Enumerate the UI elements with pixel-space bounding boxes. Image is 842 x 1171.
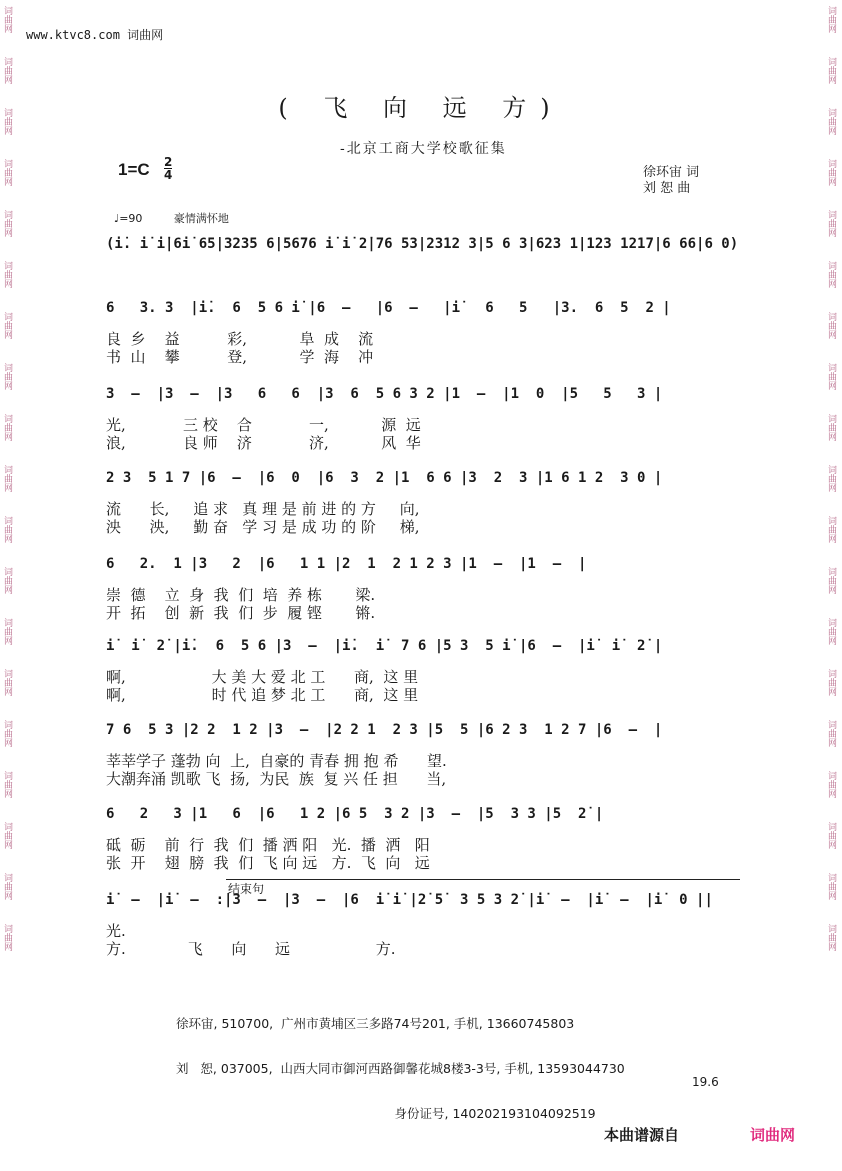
watermark-text: 词曲网: [826, 720, 836, 747]
watermark-text: 词曲网: [2, 720, 12, 747]
watermark-text: 词曲网: [2, 57, 12, 84]
note-row: i̇ – |i̇ – :|3 – |3 – |6 i̇ i̇ |2̇ 5̇ 3 5 3 2̇ |i̇ – |i̇ – |i̇ 0 ||: [106, 892, 713, 908]
site-url[interactable]: [26, 26, 163, 43]
watermark-text: 词曲网: [826, 108, 836, 135]
lyric-verse-1: 啊, 大 美 大 爱 北 工 商, 这 里: [106, 668, 419, 686]
note-row: 6 3. 3 |i̇. 6 5 6 i̇ |6 – |6 – |i̇ 6 5 |3. 6 5 2 |: [106, 300, 671, 316]
watermark-text: 词曲网: [826, 6, 836, 33]
lyricist: 徐环宙 词: [643, 165, 700, 180]
lyric-verse-1: 流 长, 追 求 真 理 是 前 进 的 方 向,: [106, 500, 420, 518]
right-watermark: [826, 0, 840, 1171]
expression-mark: 豪情满怀地: [173, 212, 229, 225]
lyric-verse-2: 泱 泱, 勤 奋 学 习 是 成 功 的 阶 梯,: [106, 518, 420, 536]
lyric-verse-2: 大潮奔涌 凯歌 飞 扬, 为民 族 复 兴 任 担 当,: [106, 770, 447, 788]
watermark-text: 词曲网: [2, 669, 12, 696]
score-line: [106, 806, 742, 872]
score-line: [106, 300, 742, 366]
score-line: [106, 470, 742, 536]
watermark-text: 词曲网: [2, 414, 12, 441]
watermark-text: 词曲网: [826, 159, 836, 186]
watermark-text: 词曲网: [2, 261, 12, 288]
lyric-verse-1: 莘莘学子 蓬勃 向 上, 自豪的 青春 拥 抱 希 望.: [106, 752, 447, 770]
song-title: ( 飞 向 远 方): [278, 94, 564, 122]
time-signature: [164, 156, 172, 181]
watermark-text: 词曲网: [826, 261, 836, 288]
lyric-verse-1: 光.: [106, 922, 126, 940]
score-line: [106, 556, 742, 622]
time-denominator: 4: [164, 168, 173, 182]
score-line: [106, 638, 742, 704]
note-row: 7 6 5 3 |2 2 1 2 |3 – |2 2 1 2 3 |5 5 |6 2 3 1 2 7 |6 – |: [106, 722, 663, 738]
watermark-text: 词曲网: [826, 618, 836, 645]
contact-line: 刘 恕, 037005, 山西大同市御河西路御馨花城8楼3-3号, 手机, 13593044730: [176, 1061, 625, 1076]
watermark-text: 词曲网: [2, 924, 12, 951]
url-text: www.ktvc8.com: [26, 28, 120, 42]
tempo-value: ♩=90: [114, 212, 143, 225]
site-name: 词曲网: [127, 28, 164, 42]
brand-link[interactable]: 词曲网: [750, 1126, 796, 1144]
lyric-verse-2: 浪, 良 师 济 济, 风 华: [106, 434, 421, 452]
tempo-marking: [114, 210, 229, 226]
note-row: 6 2 3 |1 6 |6 1 2 |6 5 3 2 |3 – |5 3 3 |5 2̇ |: [106, 806, 604, 822]
intro-notation: (i̇. i̇ i̇|6i̇ 65|3235 6|5676 i̇ i̇ 2̇|76 53|2312 3|5 6 3|623 1|123 1217|6 66|6 0): [106, 236, 739, 252]
credits: [643, 165, 699, 197]
watermark-text: 词曲网: [826, 516, 836, 543]
contact-line: 徐环宙, 510700, 广州市黄埔区三多路74号201, 手机, 13660745803: [176, 1016, 575, 1031]
lyric-verse-1: 崇 德 立 身 我 们 培 养 栋 梁.: [106, 586, 376, 604]
ending-label: 结束句: [228, 882, 265, 896]
watermark-text: 词曲网: [826, 363, 836, 390]
watermark-text: 词曲网: [826, 669, 836, 696]
composer: 刘 恕 曲: [643, 181, 691, 196]
watermark-text: 词曲网: [826, 414, 836, 441]
watermark-text: 词曲网: [2, 618, 12, 645]
lyric-verse-1: 光, 三 校 合 一, 源 远: [106, 416, 421, 434]
watermark-text: 词曲网: [2, 516, 12, 543]
lyric-verse-2: 啊, 时 代 追 梦 北 工 商, 这 里: [106, 686, 419, 704]
lyric-verse-1: 良 乡 益 彩, 阜 成 流: [106, 330, 374, 348]
song-subtitle: -北京工商大学校歌征集: [340, 141, 507, 157]
score-line: [106, 722, 742, 788]
lyric-verse-2: 方. 飞 向 远 方.: [106, 940, 396, 958]
watermark-text: 词曲网: [826, 822, 836, 849]
watermark-text: 词曲网: [826, 924, 836, 951]
contact-info: [176, 986, 625, 1136]
note-row: 2 3 5 1 7 |6 – |6 0 |6 3 2 |1 6 6 |3 2 3 |1 6 1 2 3 0 |: [106, 470, 663, 486]
source-label: 本曲谱源自: [604, 1126, 680, 1144]
watermark-text: 词曲网: [2, 873, 12, 900]
lyric-verse-2: 开 拓 创 新 我 们 步 履 铿 锵.: [106, 604, 376, 622]
watermark-text: 词曲网: [2, 312, 12, 339]
score-line: [106, 892, 742, 958]
note-row: 6 2. 1 |3 2 |6 1 1 |2 1 2 1 2 3 |1 – |1 – |: [106, 556, 587, 572]
watermark-text: 词曲网: [2, 159, 12, 186]
watermark-text: 词曲网: [2, 465, 12, 492]
ending-bracket: [226, 879, 740, 880]
watermark-text: 词曲网: [2, 6, 12, 33]
watermark-text: 词曲网: [826, 312, 836, 339]
watermark-text: 词曲网: [2, 771, 12, 798]
watermark-text: 词曲网: [826, 57, 836, 84]
time-numerator: 2: [164, 155, 173, 169]
date-stamp: 19.6: [692, 1075, 719, 1089]
note-row: 3 – |3 – |3 6 6 |3 6 5 6 3 2 |1 – |1 0 |5 5 3 |: [106, 386, 663, 402]
watermark-text: 词曲网: [2, 363, 12, 390]
watermark-text: 词曲网: [826, 771, 836, 798]
key-signature: 1=C: [118, 160, 150, 179]
watermark-text: 词曲网: [2, 822, 12, 849]
score-line: [106, 386, 742, 452]
watermark-text: 词曲网: [826, 873, 836, 900]
watermark-text: 词曲网: [826, 210, 836, 237]
watermark-text: 词曲网: [826, 465, 836, 492]
lyric-verse-2: 张 开 翅 膀 我 们 飞 向 远 方. 飞 向 远: [106, 854, 430, 872]
watermark-text: 词曲网: [2, 108, 12, 135]
watermark-text: 词曲网: [826, 567, 836, 594]
left-watermark: [2, 0, 16, 1171]
lyric-verse-2: 书 山 攀 登, 学 海 冲: [106, 348, 374, 366]
watermark-text: 词曲网: [2, 567, 12, 594]
note-row: i̇ i̇ 2̇ |i̇. 6 5 6 |3 – |i̇. i̇ 7 6 |5 3 5 i̇ |6 – |i̇ i̇ 2̇ |: [106, 638, 663, 654]
watermark-text: 词曲网: [2, 210, 12, 237]
lyric-verse-1: 砥 砺 前 行 我 们 播 洒 阳 光. 播 洒 阳: [106, 836, 430, 854]
contact-line: 身份证号, 140202193104092519: [176, 1106, 596, 1121]
